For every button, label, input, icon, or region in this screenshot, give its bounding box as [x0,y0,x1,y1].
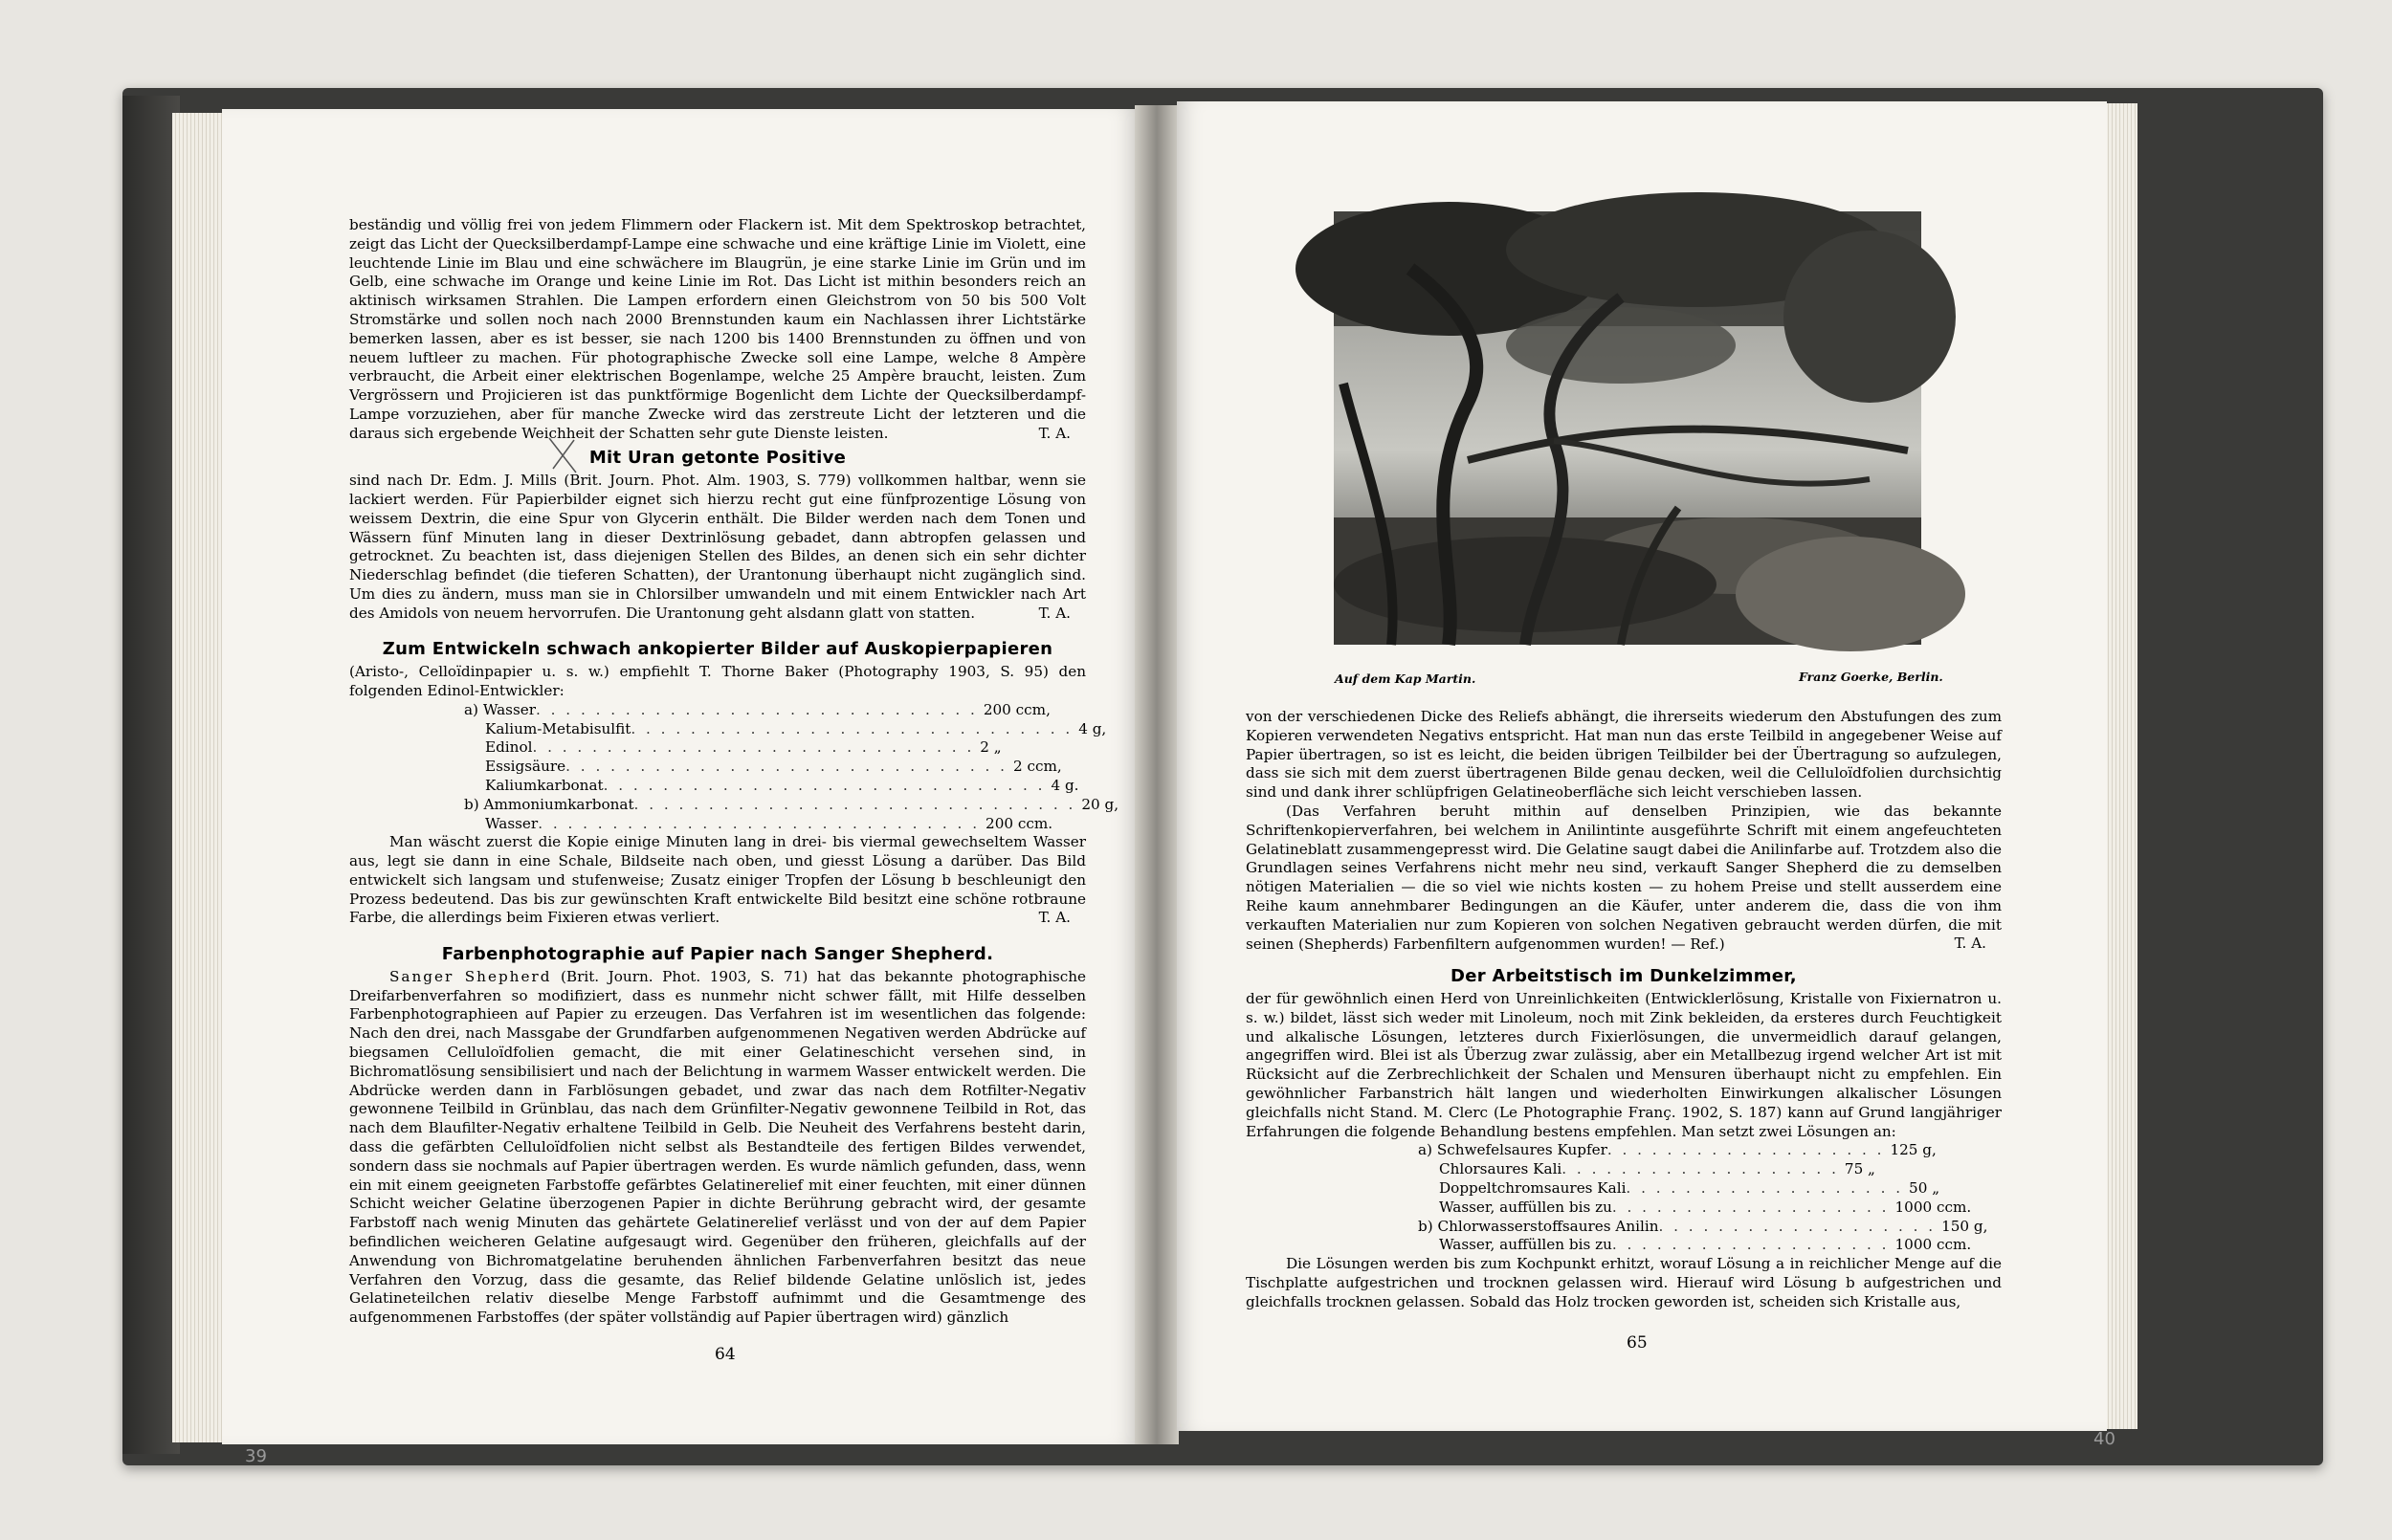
recipe-row: Kaliumkarbonat . . . . . . . . . . . . . . . . . . . . . . . . . . . . . . 4 g. [485,776,1079,794]
right-pencil-note: 40 [2093,1429,2115,1449]
reference-note: (Das Verfahren beruht mithin auf denselben Prinzipien, wie das bekannte Schriftenkopierverfahren, bei welchem in Anilintinte ausgeführte Schrift mit einem angefeuchteten Gelatineblatt zusammengepresst wird. Die Gelatine saugt dabei die Anilinfarbe auf. Trotzdem also die Grundlagen seines Verfahrens nicht mehr neu sind, verkauft Sanger Shepherd die zu demselben nötigen Materialien — die so viel wie nichts kosten — zu hohem Preise und stellt ausserdem eine Reihe kaum annehmbarer Bedingungen an die Käufer, unter anderem die, dass die von ihm verkauften Materialien nur zum Kopieren von solchen Negativen gebraucht werden dürfen, die mit seinen (Shepherds) Farbenfiltern aufgenommen wurden! — Ref.) [1246,802,2002,953]
recipe-tischplatte [1418,1141,1988,1255]
section-heading-arbeitstisch: Der Arbeitstisch im Dunkelzimmer, [1451,966,1797,987]
recipe-row: a) Schwefelsaures Kupfer . . . . . . . . . . . . . . . . . . . 125 g, [1418,1141,1937,1159]
section-signature-entwickeln: T. A. [1038,909,1071,927]
intro-paragraph: beständig und völlig frei von jedem Flimmern oder Flackern ist. Mit dem Spektroskop betrachtet, zeigt das Licht der Quecksilberdampf-Lampe eine schwache und eine kräftige Linie im Violett, eine leuchtende Linie im Blau und eine schwächere im Blaugrün, je eine starke Linie im Grün und im Gelb, eine schwache im Orange und keine Linie im Rot. Das Licht ist mithin besonders reich an aktinisch wirksamen Strahlen. Die Lampen erfordern einen Gleichstrom von 50 bis 500 Volt Stromstärke und sollen noch nach 2000 Brennstunden kaum ein Nachlassen ihrer Lichtstärke bemerken lassen, aber es ist besser, sie nach 1200 bis 1400 Brennstunden zu öffnen und von neuem luftleer zu machen. Für photographische Zwecke soll eine Lampe, welche 8 Ampère verbraucht, die Arbeit einer elektrischen Bogenlampe, welche 25 Ampère braucht, leisten. Zum Vergrössern und Projicieren ist das punktförmige Bogenlicht dem Lichte der Quecksilberdampf-Lampe vorzuziehen, aber für manche Zwecke wird das zerstreute Licht der letzteren und die daraus sich ergebende Weichheit der Schatten sehr gute Dienste leisten. [349,216,1086,442]
recipe-row: Wasser, auffüllen bis zu . . . . . . . . . . . . . . . . . . . 1000 ccm. [1439,1198,1972,1216]
section-signature-uran: T. A. [1038,604,1071,622]
photo-caption-photographer: Franz Goerke, Berlin. [1799,670,1943,684]
continuation-paragraph: von der verschiedenen Dicke des Reliefs abhängt, die ihrerseits wiederum den Abstufungen des zum Kopieren verwendeten Negativs entspricht. Hat man nun das erste Teilbild in angegebener Weise auf Papier übertragen, so ist es leicht, die beiden übrigen Teilbilder bei der Übertragung so aufzulegen, dass sie sich mit dem zuerst übertragenen Bilde genau decken, weil die Celluloïdfolien durchsichtig sind und dank ihrer schlüpfrigen Gelatineoberfläche sich leicht verschieben lassen. [1246,708,2002,802]
left-pencil-note: 39 [245,1446,267,1466]
recipe-row: Wasser . . . . . . . . . . . . . . . . . . . . . . . . . . . . . . 200 ccm. [485,814,1053,832]
section-heading-farbenphotographie: Farbenphotographie auf Papier nach Sanger Shepherd. [441,944,994,965]
recipe-row: Wasser, auffüllen bis zu . . . . . . . . . . . . . . . . . . . 1000 ccm. [1439,1236,1972,1254]
recipe-row: Doppeltchromsaures Kali . . . . . . . . . . . . . . . . . . . 50 „ [1439,1178,1940,1197]
pencil-x-mark [547,436,580,474]
section-text-uran: sind nach Dr. Edm. J. Mills (Brit. Journ. Phot. Alm. 1903, S. 779) vollkommen haltbar, wenn sie lackiert werden. Für Papierbilder eignet sich hierzu recht gut eine fünfprozentige Lösung von weissem Dextrin, die eine Spur von Glycerin enthält. Die Bilder werden nach dem Tonen und Wässern fünf Minuten lang in dieser Dextrinlösung gebadet, dann abtropfen gelassen und getrocknet. Zu beachten ist, dass diejenigen Stellen des Bildes, an denen sich ein sehr dichter Niederschlag befindet (die tieferen Schatten), der Urantonung überhaupt nicht zugänglich sind. Um dies zu ändern, muss man sie in Chlorsilber umwandeln und mit einem Entwickler nach Art des Amidols von neuem hervorrufen. Die Urantonung geht alsdann glatt von statten. [349,472,1086,622]
book-gutter [1135,105,1179,1444]
section-intro-entwickeln: (Aristo-, Celloïdinpapier u. s. w.) empfiehlt T. Thorne Baker (Photography 1903, S. 95) den folgenden Edinol-Entwickler: [349,663,1086,699]
recipe-row: Edinol . . . . . . . . . . . . . . . . . . . . . . . . . . . . . . 2 „ [485,738,1002,757]
recipe-row: Kalium-Metabisulfit . . . . . . . . . . . . . . . . . . . . . . . . . . . . . . 4 g, [485,719,1107,737]
section-text-arbeitstisch: der für gewöhnlich einen Herd von Unreinlichkeiten (Entwicklerlösung, Kristalle von Fixiernatron u. s. w.) bildet, lässt sich weder mit Linoleum, noch mit Zink bekleiden, da ersteres durch Feuchtigkeit und alkalische Lösungen, letzteres durch Fixierlösungen, die unvermeidlich darauf gelangen, angegriffen wird. Blei ist als Überzug zwar zulässig, aber ein Metallbezug irgend welcher Art ist mit Rücksicht auf die Zerbrechlichkeit der Schalen und Mensuren überhaupt nicht zu empfehlen. Ein gewöhnlicher Farbanstrich hält langen und wiederholten Einwirkungen alkalischer Lösungen gleichfalls nicht Stand. M. Clerc (Le Photographie Franç. 1902, S. 187) kann auf Grund langjähriger Erfahrungen die folgende Behandlung bestens empfehlen. Man setzt zwei Lösungen an: [1246,989,2002,1140]
closing-paragraph: Die Lösungen werden bis zum Kochpunkt erhitzt, worauf Lösung a in reichlicher Menge auf die Tischplatte aufgestrichen und trocknen gelassen wird. Hierauf wird Lösung b aufgestrichen und gleichfalls trocknen gelassen. Sobald das Holz trocken geworden ist, scheiden sich Kristalle aus, [1246,1255,2002,1310]
recipe-row: a) Wasser . . . . . . . . . . . . . . . . . . . . . . . . . . . . . . 200 ccm, [464,700,1051,718]
left-page-text [349,216,1119,1328]
right-page-text [1246,708,2002,1312]
section-heading-uran: Mit Uran getonte Positive [588,448,847,469]
section-heading-entwickeln: Zum Entwickeln schwach ankopierter Bilder auf Auskopierpapieren [382,639,1053,660]
photo-pine-trees [1334,211,1921,645]
author-name: Sanger Shepherd [389,967,552,985]
left-page-number: 64 [715,1345,736,1364]
section-text-entwickeln: Man wäscht zuerst die Kopie einige Minuten lang in drei- bis viermal gewechseltem Wasser aus, legt sie dann in eine Schale, Bildseite nach oben, und giesst Lösung a darüber. Das Bild entwickelt sich langsam und stufenweise; Zusatz einiger Tropfen der Lösung b beschleunigt den Prozess bedeutend. Das bis zur gewünschten Kraft entwickelte Bild besitzt eine schöne rotbraune Farbe, die allerdings beim Fixieren etwas verliert. [349,833,1086,927]
left-page-stack [172,113,230,1442]
recipe-row: b) Chlorwasserstoffsaures Anilin . . . . . . . . . . . . . . . . . . . 150 g, [1418,1217,1988,1235]
book-spine-edge [122,96,180,1454]
recipe-row: Chlorsaures Kali . . . . . . . . . . . . . . . . . . . 75 „ [1439,1160,1875,1178]
right-page-number: 65 [1627,1333,1648,1353]
reference-note-signature: T. A. [1954,935,1986,953]
photo-caption-location: Auf dem Kap Martin. [1335,671,1476,686]
section-text-farbenphotographie: Sanger Shepherd (Brit. Journ. Phot. 1903, S. 71) hat das bekannte photographische Dreifarbenverfahren so modifiziert, dass es nunmehr nicht schwer fällt, mit Hilfe desselben Farbenphotographieen auf Papier zu erzeugen. Das Verfahren ist im wesentlichen das folgende: Nach den drei, nach Massgabe der Grundfarben aufgenommenen Negativen werden Abdrücke auf biegsamen Celluloïdfolien gemacht, die mit einer Gelatineschicht versehen sind, in Bichromatlösung sensibilisiert und nach der Belichtung in warmem Wasser entwickelt werden. Die Abdrücke werden dann in Farblösungen gebadet, und zwar das nach dem Rotfilter-Negativ gewonnene Teilbild in Grünblau, das nach dem Grünfilter-Negativ gewonnene Teilbild in Rot, das nach dem Blaufilter-Negativ erhaltene Teilbild in Gelb. Die Neuheit des Verfahrens besteht darin, dass die gefärbten Celluloïdfolien nicht selbst als Bestandteile des fertigen Bildes verwendet, sondern dass sie nochmals auf Papier übertragen werden. Es wurde nämlich gefunden, dass, wenn ein mit einem geeigneten Farbstoffe gefärbtes Gelatinerelief mit einer feuchten, mit einer dünnen Schicht weicher Gelatine überzogenen Papier in dichte Berührung gebracht wird, der gesamte Farbstoff nach wenig Minuten das gehärtete Gelatinerelief verlässt und von der auf dem Papier befindlichen weicheren Gelatine aufgesaugt wird. Gegenüber den früheren, gleichfalls auf der Anwendung von Bichromatgelatine beruhenden ähnlichen Farbenverfahren besitzt das neue Verfahren den Vorzug, dass die gesamte, das Relief bildende Gelatine unlöslich ist, jedes Gelatineteilchen relativ dieselbe Menge Farbstoff aufnimmt und die Gesamtmenge des aufgenommenen Farbstoffes (der später vollständig auf Papier übertragen wird) gänzlich [349,967,1087,1327]
recipe-row: b) Ammoniumkarbonat . . . . . . . . . . . . . . . . . . . . . . . . . . . . . . 20 g, [464,795,1119,813]
intro-signature: T. A. [1038,424,1071,442]
recipe-row: Essigsäure . . . . . . . . . . . . . . . . . . . . . . . . . . . . . . 2 ccm, [485,758,1062,776]
recipe-edinol [464,700,1119,834]
landscape-photo [1334,211,1921,645]
